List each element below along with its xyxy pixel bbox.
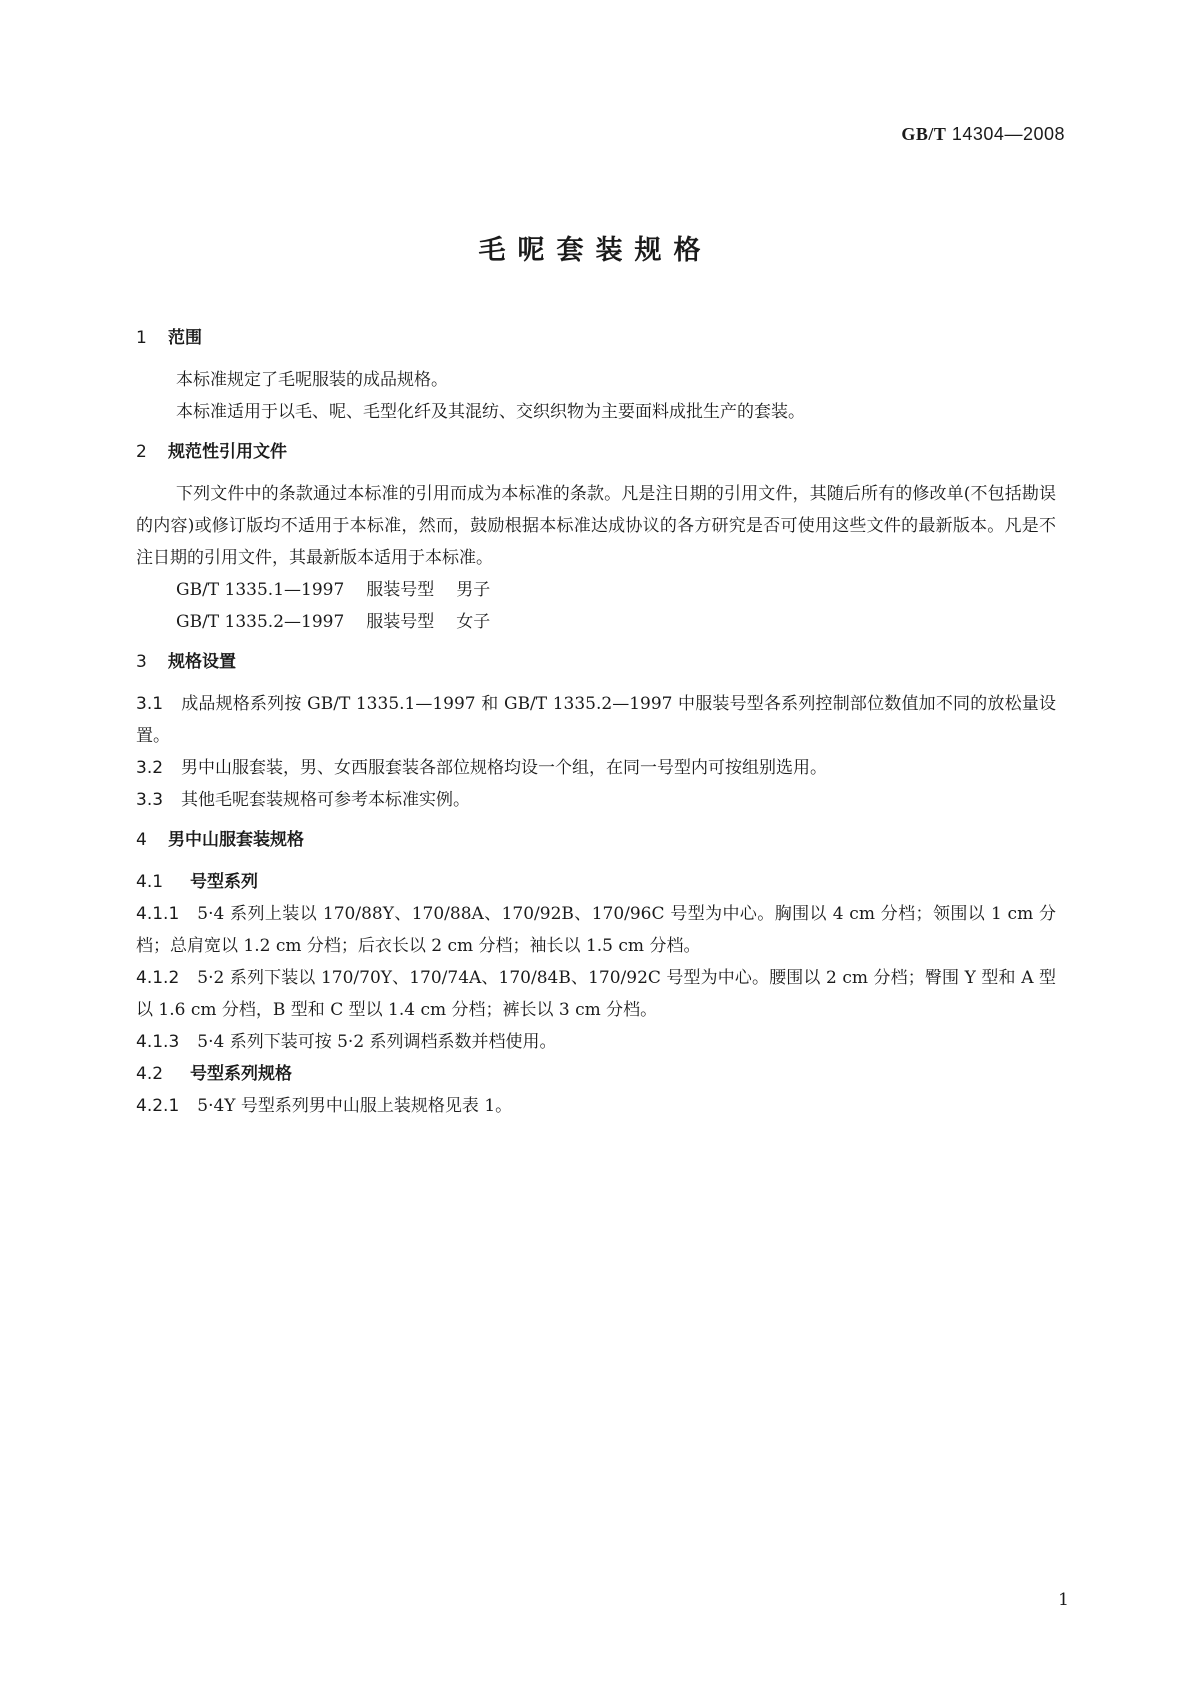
clause: 4.1.3 5·4 系列下装可按 5·2 系列调档系数并档使用。: [136, 1032, 557, 1052]
section-heading-4: 4 男中山服套装规格: [136, 830, 304, 850]
clause: 3.3 其他毛呢套装规格可参考本标准实例。: [136, 790, 471, 810]
section-heading-1: 1 范围: [136, 328, 202, 348]
document-body: [136, 326, 1056, 1122]
page-number: 1: [1058, 1590, 1069, 1610]
section-heading-3: 3 规格设置: [136, 652, 236, 672]
paragraph: 本标准规定了毛呢服装的成品规格。: [176, 370, 448, 390]
clause: 4.1.1 5·4 系列上装以 170/88Y、170/88A、170/92B、170/96C 号型为中心。胸围以 4 cm 分档；领围以 1 cm 分档；总肩宽以 1.2 cm 分档；后衣长以 2 cm 分档；袖长以 1.5 cm 分档。: [136, 904, 1056, 956]
clause: 3.2 男中山服套装，男、女西服套装各部位规格均设一个组，在同一号型内可按组别选用。: [136, 758, 828, 778]
reference-item: GB/T 1335.1—1997 服装号型 男子: [176, 580, 491, 600]
standard-code-prefix: GB/T: [901, 124, 947, 144]
reference-item: GB/T 1335.2—1997 服装号型 女子: [176, 612, 491, 632]
clause: 4.1.2 5·2 系列下装以 170/70Y、170/74A、170/84B、170/92C 号型为中心。腰围以 2 cm 分档；臀围 Y 型和 A 型以 1.6 cm 分档，B 型和 C 型以 1.4 cm 分档；裤长以 3 cm 分档。: [136, 968, 1056, 1020]
standard-code-number: 14304—2008: [951, 124, 1065, 144]
subsection-heading-4-1: 4.1 号型系列: [136, 872, 258, 892]
paragraph: 本标准适用于以毛、呢、毛型化纤及其混纺、交织织物为主要面料成批生产的套装。: [176, 402, 805, 422]
standard-code: [901, 124, 1065, 145]
paragraph: 下列文件中的条款通过本标准的引用而成为本标准的条款。凡是注日期的引用文件，其随后所有的修改单(不包括勘误的内容)或修订版均不适用于本标准，然而，鼓励根据本标准达成协议的各方研究是否可使用这些文件的最新版本。凡是不注日期的引用文件，其最新版本适用于本标准。: [136, 484, 1056, 568]
subsection-heading-4-2: 4.2 号型系列规格: [136, 1064, 292, 1084]
document-title: 毛呢套装规格: [478, 235, 713, 266]
clause: 3.1 成品规格系列按 GB/T 1335.1—1997 和 GB/T 1335.2—1997 中服装号型各系列控制部位数值加不同的放松量设置。: [136, 694, 1056, 746]
clause: 4.2.1 5·4Y 号型系列男中山服上装规格见表 1。: [136, 1096, 513, 1116]
section-heading-2: 2 规范性引用文件: [136, 442, 287, 462]
